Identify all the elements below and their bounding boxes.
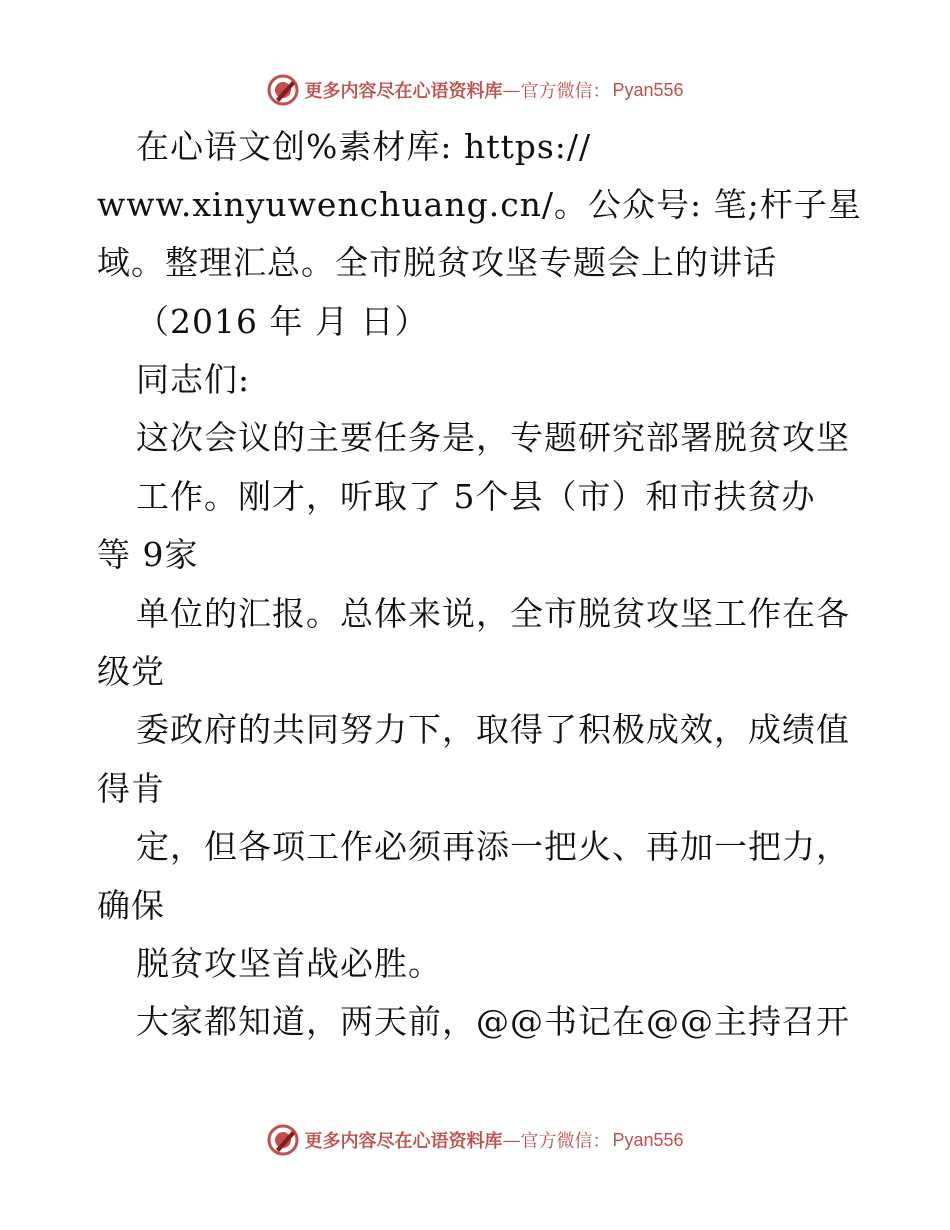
watermark-text: 更多内容尽在心语资料库 [304,1131,503,1152]
watermark-text: 更多内容尽在心语资料库 [304,81,503,102]
watermark-dash: — [502,1129,521,1151]
text-line-12: 得肯 [97,769,165,808]
text-line-date: （2016 年 月 日） [136,302,429,341]
text-line-1: 在心语文创%素材库: https:// [136,127,592,166]
text-line-salutation: 同志们: [136,360,251,399]
watermark-wechat-id: Pyan556 [612,79,684,100]
watermark-wechat-label: 官方微信： [520,1131,611,1152]
text-line-10: 级党 [97,652,165,691]
watermark-banner-top [0,70,950,110]
watermark-banner-bottom [0,1120,950,1160]
text-line-7: 工作。刚才，听取了 5个县（市）和市扶贫办 [136,477,816,516]
text-line-11: 委政府的共同努力下，取得了积极成效，成绩值 [136,710,850,749]
watermark-wechat-label: 官方微信： [520,81,611,102]
text-line-13: 定，但各项工作必须再添一把火、再加一把力， [136,827,850,866]
text-line-14: 确保 [97,886,165,925]
watermark-dash: — [502,79,521,101]
text-line-9: 单位的汇报。总体来说，全市脱贫攻坚工作在各 [136,594,850,633]
pen-logo-icon [266,1123,300,1157]
text-line-3: 域。整理汇总。全市脱贫攻坚专题会上的讲话 [97,243,777,282]
pen-logo-icon [266,73,300,107]
text-line-2: www.xinyuwenchuang.cn/。公众号: 笔;杆子星 [97,185,862,224]
watermark-wechat-id: Pyan556 [612,1129,684,1150]
text-line-16: 大家都知道，两天前，@@书记在@@主持召开 [136,1002,850,1041]
text-line-8: 等 9家 [97,535,199,574]
text-line-6: 这次会议的主要任务是，专题研究部署脱贫攻坚 [136,418,850,457]
text-line-15: 脱贫攻坚首战必胜。 [136,944,442,983]
